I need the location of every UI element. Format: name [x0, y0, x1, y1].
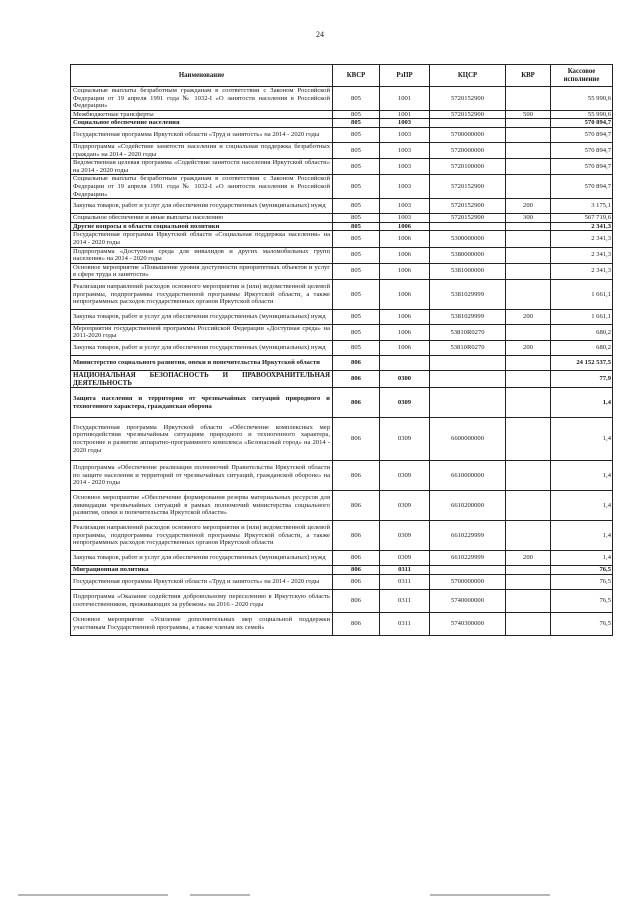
cell-kvsr: 805: [333, 341, 380, 356]
cell-rzpr: 0311: [380, 566, 430, 575]
cell-kvr: [506, 356, 551, 371]
column-header-name: Наименование: [71, 65, 333, 87]
cell-name: Реализация направлений расходов основного мероприятия и (или) ведомственной целевой программы, подпрограммы государственной программы Иркутской области, а также непрограммных расходов государственных органов Иркутской области: [71, 279, 333, 309]
cell-sum: 55 990,6: [551, 87, 613, 111]
cell-kvsr: 805: [333, 324, 380, 340]
cell-kvr: [506, 589, 551, 612]
cell-rzpr: 0311: [380, 612, 430, 635]
cell-kvsr: 806: [333, 551, 380, 566]
cell-name: Закупка товаров, работ и услуг для обеспечения государственных (муниципальных) нужд: [71, 309, 333, 324]
cell-name: Закупка товаров, работ и услуг для обеспечения государственных (муниципальных) нужд: [71, 551, 333, 566]
cell-kcsr: 5720100000: [430, 159, 506, 175]
cell-kvsr: 805: [333, 159, 380, 175]
cell-kvsr: 806: [333, 612, 380, 635]
cell-kvsr: 805: [333, 110, 380, 119]
cell-rzpr: 1003: [380, 142, 430, 158]
cell-sum: 2 341,3: [551, 247, 613, 263]
table-row: [71, 279, 613, 309]
cell-name: Защита населения и территории от чрезвычайных ситуаций природного и техногенного характера, гражданская оборона: [71, 388, 333, 418]
cell-kvr: 200: [506, 341, 551, 356]
cell-kcsr: 5700000000: [430, 574, 506, 589]
cell-kcsr: 5720152900: [430, 214, 506, 223]
cell-rzpr: 0309: [380, 388, 430, 418]
cell-kcsr: 5720152900: [430, 87, 506, 111]
cell-name: Государственная программа Иркутской области «Обеспечение комплексных мер противодействия чрезвычайным ситуациям природного и техногенного характера, построение и развитие аппаратно-программного комплекса «Безопасный город» на 2014 - 2020 годы: [71, 418, 333, 461]
cell-name: Миграционная политика: [71, 566, 333, 575]
cell-kcsr: 6610200000: [430, 491, 506, 521]
cell-sum: 567 719,6: [551, 214, 613, 223]
cell-name: Ведомственная целевая программа «Содействие занятости населения Иркутской области» на 2014 - 2020 годы: [71, 159, 333, 175]
table-row: [71, 551, 613, 566]
table-row: [71, 159, 613, 175]
cell-kcsr: 6610229999: [430, 551, 506, 566]
cell-kvsr: 805: [333, 279, 380, 309]
cell-rzpr: 1006: [380, 324, 430, 340]
column-header-kvsr: КВСР: [333, 65, 380, 87]
cell-kvsr: 805: [333, 199, 380, 214]
cell-sum: 77,9: [551, 371, 613, 388]
cell-sum: 76,5: [551, 612, 613, 635]
cell-sum: 1,4: [551, 388, 613, 418]
cell-kcsr: 5381029999: [430, 309, 506, 324]
table-row: [71, 263, 613, 279]
cell-name: Министерство социального развития, опеки и попечительства Иркутской области: [71, 356, 333, 371]
page-number: 24: [316, 30, 324, 39]
cell-sum: 680,2: [551, 324, 613, 340]
cell-name: Основное мероприятие «Обеспечение формирования резерва материальных ресурсов для ликвидации чрезвычайных ситуаций в рамках полномочий министерства социального развития, опеки и попечительства Иркутской области»: [71, 491, 333, 521]
cell-kvsr: 805: [333, 309, 380, 324]
cell-kvr: [506, 566, 551, 575]
cell-name: Государственная программа Иркутской области «Труд и занятость» на 2014 - 2020 годы: [71, 574, 333, 589]
cell-rzpr: 1003: [380, 127, 430, 142]
cell-name: Государственная программа Иркутской области «Социальная поддержка населения» на 2014 - 2020 годы: [71, 231, 333, 247]
cell-rzpr: 1006: [380, 263, 430, 279]
cell-kvr: [506, 175, 551, 199]
cell-kvr: 200: [506, 309, 551, 324]
cell-sum: 1,4: [551, 521, 613, 551]
cell-kvsr: 805: [333, 214, 380, 223]
cell-kvsr: 806: [333, 356, 380, 371]
cell-kvr: [506, 119, 551, 128]
cell-kcsr: 53810R0270: [430, 341, 506, 356]
cell-kvsr: 806: [333, 461, 380, 491]
cell-name: Государственная программа Иркутской области «Труд и занятость» на 2014 - 2020 годы: [71, 127, 333, 142]
cell-kcsr: [430, 222, 506, 231]
cell-rzpr: 1003: [380, 214, 430, 223]
cell-kcsr: 5700000000: [430, 127, 506, 142]
cell-rzpr: 1006: [380, 341, 430, 356]
cell-kvsr: 806: [333, 371, 380, 388]
cell-kvr: [506, 279, 551, 309]
cell-kvsr: 806: [333, 566, 380, 575]
cell-rzpr: 1006: [380, 247, 430, 263]
cell-kvr: [506, 263, 551, 279]
cell-kcsr: 6610000000: [430, 461, 506, 491]
cell-kvsr: 806: [333, 418, 380, 461]
cell-name: Основное мероприятие «Повышение уровня доступности приоритетных объектов и услуг в сфере труда и занятости»: [71, 263, 333, 279]
cell-kcsr: 5380000000: [430, 247, 506, 263]
cell-kvr: [506, 324, 551, 340]
table-row: [71, 356, 613, 371]
cell-kvsr: 806: [333, 589, 380, 612]
cell-kvr: [506, 388, 551, 418]
cell-rzpr: 1001: [380, 110, 430, 119]
cell-sum: 1,4: [551, 418, 613, 461]
cell-name: Социальное обеспечение и иные выплаты населению: [71, 214, 333, 223]
cell-kcsr: 5381000000: [430, 263, 506, 279]
cell-name: Подпрограмма «Оказание содействия добровольному переселению в Иркутскую область соотечественников, проживающих за рубежом» на 2016 - 2020 годы: [71, 589, 333, 612]
cell-sum: 55 990,6: [551, 110, 613, 119]
cell-name: Социальные выплаты безработным гражданам в соответствии с Законом Российской Федерации от 19 апреля 1991 года № 1032-I «О занятости населения в Российской Федерации»: [71, 175, 333, 199]
cell-kcsr: 6610229999: [430, 521, 506, 551]
cell-sum: 570 894,7: [551, 142, 613, 158]
table-row: [71, 127, 613, 142]
cell-rzpr: 0300: [380, 371, 430, 388]
cell-kvr: 300: [506, 214, 551, 223]
cell-kvr: [506, 418, 551, 461]
cell-sum: 2 341,3: [551, 231, 613, 247]
cell-rzpr: 0309: [380, 551, 430, 566]
cell-name: Подпрограмма «Содействие занятости населения и социальная поддержка безработных граждан» на 2014 - 2020 годы: [71, 142, 333, 158]
cell-kvsr: 806: [333, 388, 380, 418]
cell-kvr: [506, 87, 551, 111]
table-row: [71, 87, 613, 111]
table-header-row: [71, 65, 613, 87]
cell-name: Мероприятия государственной программы Российской Федерации «Доступная среда» на 2011-2020 годы: [71, 324, 333, 340]
cell-name: Закупка товаров, работ и услуг для обеспечения государственных (муниципальных) нужд: [71, 199, 333, 214]
table-row: [71, 491, 613, 521]
cell-rzpr: 0309: [380, 461, 430, 491]
table-row: [71, 371, 613, 388]
table-row: [71, 110, 613, 119]
cell-rzpr: 0309: [380, 491, 430, 521]
table-row: [71, 214, 613, 223]
cell-kcsr: [430, 566, 506, 575]
column-header-kvr: КВР: [506, 65, 551, 87]
cell-rzpr: 1003: [380, 199, 430, 214]
column-header-sum: Кассовое исполнение: [551, 65, 613, 87]
cell-kcsr: 5720152900: [430, 175, 506, 199]
table-row: [71, 142, 613, 158]
cell-kvsr: 806: [333, 574, 380, 589]
cell-sum: 1,4: [551, 461, 613, 491]
cell-kvr: [506, 521, 551, 551]
table-row: [71, 222, 613, 231]
cell-kvr: [506, 574, 551, 589]
cell-kcsr: 6600000000: [430, 418, 506, 461]
table-row: [71, 324, 613, 340]
cell-name: Социальное обеспечение населения: [71, 119, 333, 128]
cell-sum: 680,2: [551, 341, 613, 356]
cell-kcsr: 5720000000: [430, 142, 506, 158]
table-row: [71, 388, 613, 418]
cell-kcsr: 5381029999: [430, 279, 506, 309]
cell-kvr: [506, 612, 551, 635]
cell-rzpr: 1001: [380, 87, 430, 111]
cell-rzpr: [380, 356, 430, 371]
cell-rzpr: 0309: [380, 418, 430, 461]
cell-kvsr: 806: [333, 491, 380, 521]
cell-kvr: [506, 127, 551, 142]
cell-kcsr: 5720152900: [430, 199, 506, 214]
table-row: [71, 247, 613, 263]
cell-kvsr: 805: [333, 87, 380, 111]
table-row: [71, 521, 613, 551]
scan-artifact: [0, 892, 640, 898]
cell-rzpr: 0311: [380, 574, 430, 589]
cell-sum: 3 175,1: [551, 199, 613, 214]
cell-kcsr: 5740300000: [430, 612, 506, 635]
cell-name: Закупка товаров, работ и услуг для обеспечения государственных (муниципальных) нужд: [71, 341, 333, 356]
cell-kcsr: [430, 356, 506, 371]
cell-kvr: [506, 231, 551, 247]
cell-rzpr: 1006: [380, 231, 430, 247]
table-row: [71, 231, 613, 247]
cell-kcsr: [430, 119, 506, 128]
cell-name: Социальные выплаты безработным гражданам в соответствии с Законом Российской Федерации от 19 апреля 1991 года № 1032-I «О занятости населения в Российской Федерации»: [71, 87, 333, 111]
table-body: [71, 87, 613, 636]
cell-name: Основное мероприятие «Усиление дополнительных мер социальной поддержки участникам Государственной программы, а также членам их семей»: [71, 612, 333, 635]
cell-rzpr: 1003: [380, 175, 430, 199]
cell-kvsr: 805: [333, 127, 380, 142]
budget-execution-table: [70, 64, 613, 636]
cell-sum: 2 341,3: [551, 222, 613, 231]
cell-kvsr: 805: [333, 222, 380, 231]
cell-kcsr: 53810R0270: [430, 324, 506, 340]
cell-kvr: [506, 247, 551, 263]
cell-rzpr: 0311: [380, 589, 430, 612]
cell-sum: 76,5: [551, 589, 613, 612]
cell-name: НАЦИОНАЛЬНАЯ БЕЗОПАСНОСТЬ И ПРАВООХРАНИТЕЛЬНАЯ ДЕЯТЕЛЬНОСТЬ: [71, 371, 333, 388]
cell-kvr: [506, 461, 551, 491]
cell-kvsr: 806: [333, 521, 380, 551]
cell-sum: 1,4: [551, 551, 613, 566]
cell-rzpr: 1006: [380, 309, 430, 324]
table-row: [71, 175, 613, 199]
table-row: [71, 418, 613, 461]
cell-rzpr: 1006: [380, 279, 430, 309]
cell-kcsr: [430, 388, 506, 418]
cell-rzpr: 1003: [380, 119, 430, 128]
table-row: [71, 566, 613, 575]
column-header-rzpr: РзПР: [380, 65, 430, 87]
table-row: [71, 119, 613, 128]
cell-kcsr: 5740000000: [430, 589, 506, 612]
cell-kvr: 200: [506, 199, 551, 214]
table-row: [71, 589, 613, 612]
cell-kvr: [506, 222, 551, 231]
table-row: [71, 341, 613, 356]
cell-sum: 1,4: [551, 491, 613, 521]
cell-kvsr: 805: [333, 142, 380, 158]
table-row: [71, 309, 613, 324]
cell-name: Подпрограмма «Обеспечение реализации полномочий Правительства Иркутской области по защите населения и территорий от чрезвычайных ситуаций, гражданской обороне» на 2014 - 2020 годы: [71, 461, 333, 491]
table-row: [71, 199, 613, 214]
cell-name: Межбюджетные трансферты: [71, 110, 333, 119]
cell-sum: 76,5: [551, 574, 613, 589]
cell-kvr: [506, 142, 551, 158]
cell-sum: 570 894,7: [551, 119, 613, 128]
cell-rzpr: 1006: [380, 222, 430, 231]
cell-sum: 2 341,3: [551, 263, 613, 279]
cell-sum: 570 894,7: [551, 127, 613, 142]
cell-kvr: [506, 159, 551, 175]
cell-kvsr: 805: [333, 263, 380, 279]
cell-name: Реализация направлений расходов основного мероприятия и (или) ведомственной целевой программы, подпрограммы государственной программы Иркутской области, а также непрограммных расходов государственных органов Иркутской области: [71, 521, 333, 551]
cell-rzpr: 1003: [380, 159, 430, 175]
cell-sum: 570 894,7: [551, 175, 613, 199]
cell-kvr: 200: [506, 551, 551, 566]
cell-sum: 24 152 537,5: [551, 356, 613, 371]
cell-kvsr: 805: [333, 119, 380, 128]
column-header-kcsr: КЦСР: [430, 65, 506, 87]
cell-kcsr: [430, 371, 506, 388]
cell-name: Подпрограмма «Доступная среда для инвалидов и других маломобильных групп населения» на 2014 - 2020 годы: [71, 247, 333, 263]
cell-sum: 1 661,1: [551, 279, 613, 309]
cell-rzpr: 0309: [380, 521, 430, 551]
cell-kvsr: 805: [333, 175, 380, 199]
cell-kvr: 500: [506, 110, 551, 119]
cell-kvr: [506, 491, 551, 521]
cell-kcsr: 5720152900: [430, 110, 506, 119]
cell-name: Другие вопросы в области социальной политики: [71, 222, 333, 231]
table-row: [71, 612, 613, 635]
table-row: [71, 574, 613, 589]
cell-kvsr: 805: [333, 231, 380, 247]
cell-kvsr: 805: [333, 247, 380, 263]
cell-kcsr: 5300000000: [430, 231, 506, 247]
cell-kvr: [506, 371, 551, 388]
cell-sum: 1 661,1: [551, 309, 613, 324]
table-row: [71, 461, 613, 491]
cell-sum: 570 894,7: [551, 159, 613, 175]
cell-sum: 76,5: [551, 566, 613, 575]
